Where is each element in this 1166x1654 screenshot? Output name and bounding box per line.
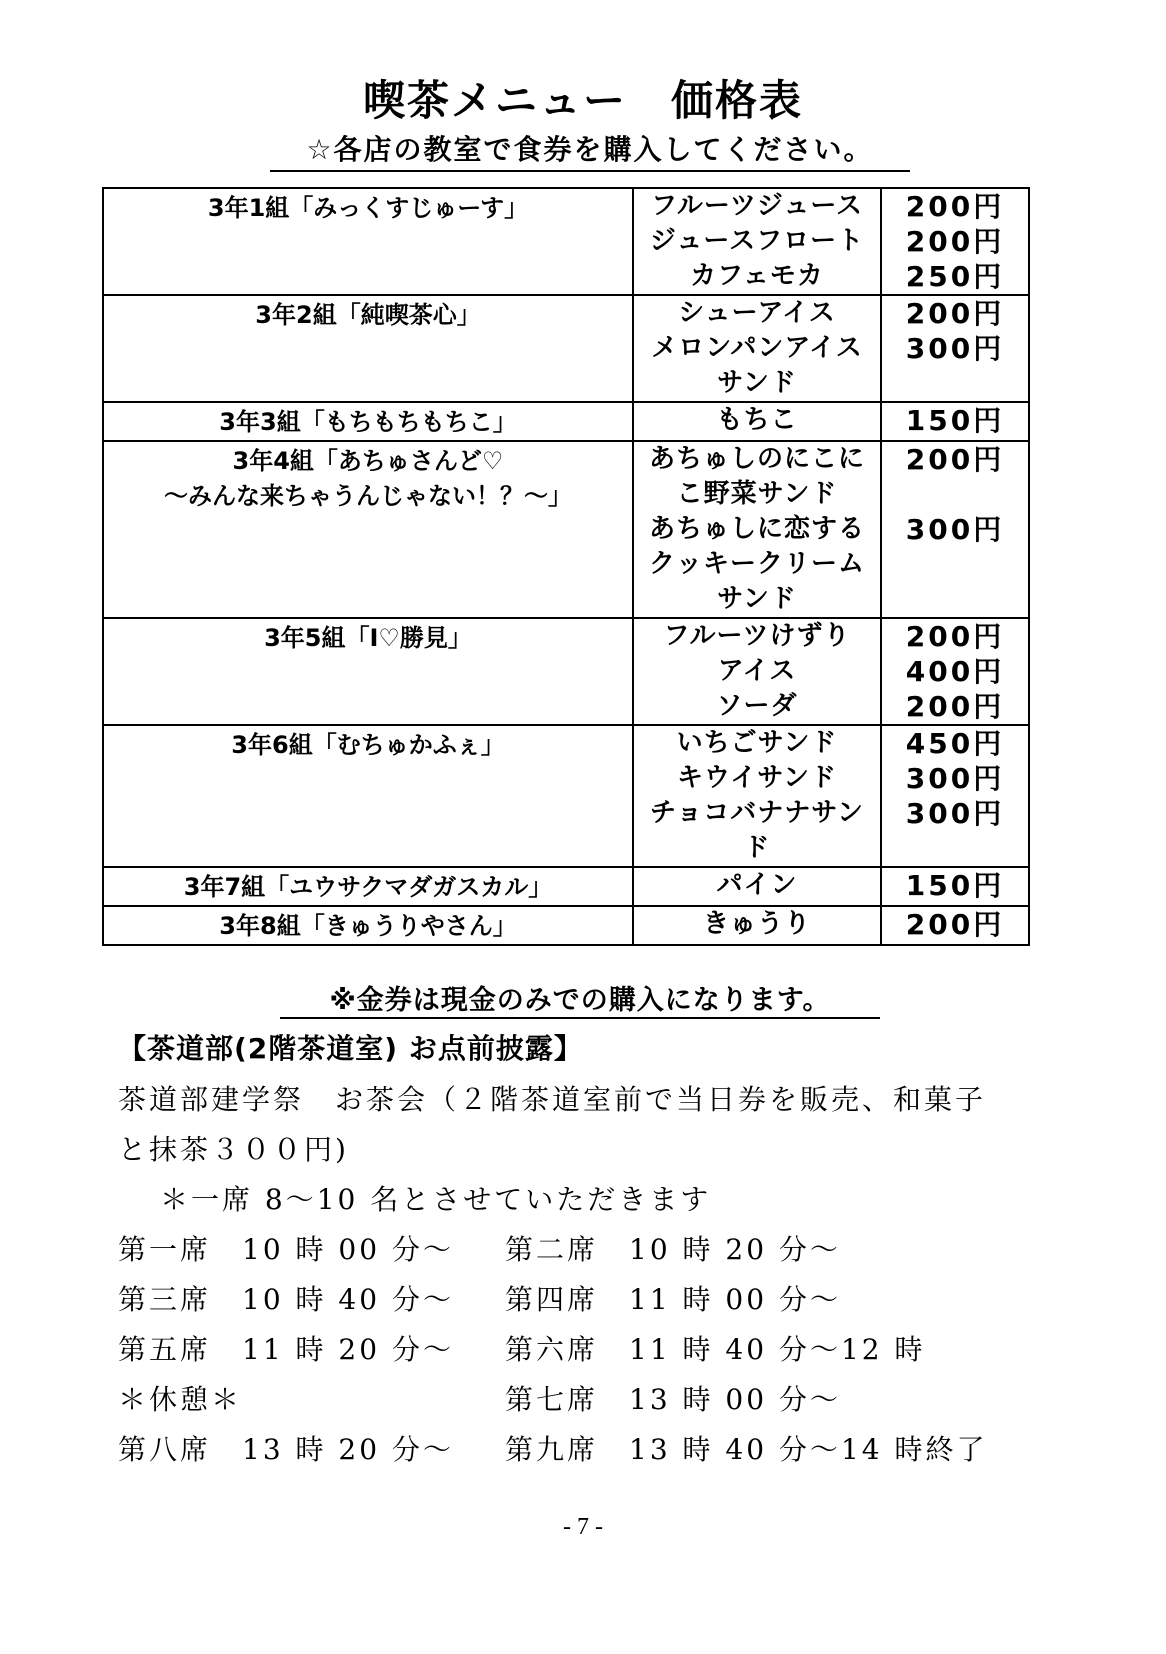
menu-item: サンド [717,584,797,614]
class-name-cell [103,295,633,402]
tea-session: 第七席 13 時 00 分～ [505,1383,841,1416]
menu-row [103,295,1029,402]
menu-item: フルーツけずり [663,621,851,651]
class-name: 3年7組「ユウサクマダガスカル」 [183,873,553,901]
tea-session: ＊休憩＊ [118,1383,243,1416]
menu-price [882,831,1028,866]
tea-description-line-2: と抹茶３００円) [118,1133,349,1166]
page-number: - 7 - [563,1514,603,1540]
menu-row [103,402,1029,441]
class-name: 3年6組「むちゅかふぇ」 [231,731,505,759]
menu-price [882,547,1028,582]
menu-row [103,441,1029,618]
subtitle: ☆各店の教室で食券を購入してください。 [270,128,910,172]
menu-item: あちゅしのにこに [648,444,865,474]
menu-item: アイス [717,656,797,686]
tea-session: 第八席 13 時 20 分～ [118,1433,454,1466]
menu-price: 200円 [905,190,1005,223]
menu-price: 200円 [905,620,1005,653]
menu-price-cell [881,402,1029,441]
menu-item: ジュースフロート [649,226,865,256]
class-name-cell [103,618,633,725]
menu-item-cell [633,906,881,945]
menu-price: 200円 [905,908,1005,941]
menu-price-cell [881,441,1029,618]
menu-item: メロンパンアイス [651,333,863,363]
menu-item: キウイサンド [677,763,837,793]
tea-capacity-note: ＊一席 8～10 名とさせていただきます [160,1183,712,1216]
menu-price: 400円 [905,655,1005,688]
menu-row [103,725,1029,867]
tea-session: 第六席 11 時 40 分～12 時 [505,1333,926,1366]
class-name-cell [103,441,633,618]
menu-table [102,187,1030,946]
menu-item: カフェモカ [690,261,824,291]
menu-price: 300円 [905,762,1005,795]
cash-note: ※金券は現金のみでの購入になります。 [280,978,880,1019]
menu-price: 450円 [905,727,1005,760]
menu-item-cell [633,618,881,725]
menu-row [103,867,1029,906]
class-name: 3年2組「純喫茶心」 [255,301,481,329]
class-name: 3年8組「きゅうりやさん」 [219,912,517,940]
tea-session: 第九席 13 時 40 分～14 時終了 [505,1433,988,1466]
menu-item: フルーツジュース [650,191,864,221]
tea-session: 第四席 11 時 00 分～ [505,1283,841,1316]
menu-price-cell [881,867,1029,906]
page-title: 喫茶メニュー 価格表 [362,76,803,125]
menu-price: 300円 [905,513,1005,546]
class-name-cell [103,402,633,441]
menu-price: 300円 [905,797,1005,830]
menu-item: サンド [717,368,797,398]
class-name-cell [103,906,633,945]
menu-price [882,477,1028,512]
menu-row [103,188,1029,295]
class-name: 3年3組「もちもちもちこ」 [219,408,517,436]
menu-item: パイン [716,870,798,900]
menu-item-cell [633,441,881,618]
tea-session: 第三席 10 時 40 分～ [118,1283,454,1316]
menu-price [882,582,1028,617]
tea-description-line-1: 茶道部建学祭 お茶会（２階茶道室前で当日券を販売、和菓子 [118,1083,987,1116]
menu-item: もちこ [716,405,798,435]
menu-row [103,618,1029,725]
menu-item: ソーダ [716,691,798,721]
menu-item: ド [743,833,771,863]
menu-item: シューアイス [678,298,836,328]
menu-item-cell [633,867,881,906]
class-name: 3年5組「I♡勝見」 [264,624,472,652]
menu-item-cell [633,188,881,295]
class-name: ～みんな来ちゃうんじゃない！？～」 [164,482,572,510]
menu-item: いちごサンド [676,728,838,758]
menu-price: 150円 [905,404,1005,437]
menu-price: 200円 [905,443,1005,476]
tea-ceremony-heading: 【茶道部(2階茶道室) お点前披露】 [118,1032,583,1065]
tea-session: 第一席 10 時 00 分～ [118,1233,454,1266]
tea-session: 第五席 11 時 20 分～ [118,1333,454,1366]
tea-session: 第二席 10 時 20 分～ [505,1233,841,1266]
class-name-cell [103,867,633,906]
menu-item-cell [633,402,881,441]
menu-price: 300円 [905,332,1005,365]
menu-item: こ野菜サンド [676,479,838,509]
class-name: 3年1組「みっくすじゅーす」 [207,194,529,222]
menu-price: 200円 [905,690,1005,723]
class-name-cell [103,725,633,867]
menu-price-cell [881,618,1029,725]
menu-price: 200円 [905,225,1005,258]
menu-item: きゅうり [702,909,811,939]
menu-item-cell [633,295,881,402]
menu-item-cell [633,725,881,867]
menu-price: 150円 [905,869,1005,902]
menu-price-cell [881,725,1029,867]
class-name-cell [103,188,633,295]
menu-price [882,366,1028,401]
menu-item: チョコバナナサン [650,798,864,828]
menu-item: クッキークリーム [648,549,865,579]
menu-price-cell [881,188,1029,295]
menu-price-cell [881,295,1029,402]
class-name: 3年4組「あちゅさんど♡ [232,447,504,475]
menu-item: あちゅしに恋する [648,514,865,544]
menu-price: 250円 [905,260,1005,293]
menu-row [103,906,1029,945]
menu-price-cell [881,906,1029,945]
menu-price: 200円 [905,297,1005,330]
